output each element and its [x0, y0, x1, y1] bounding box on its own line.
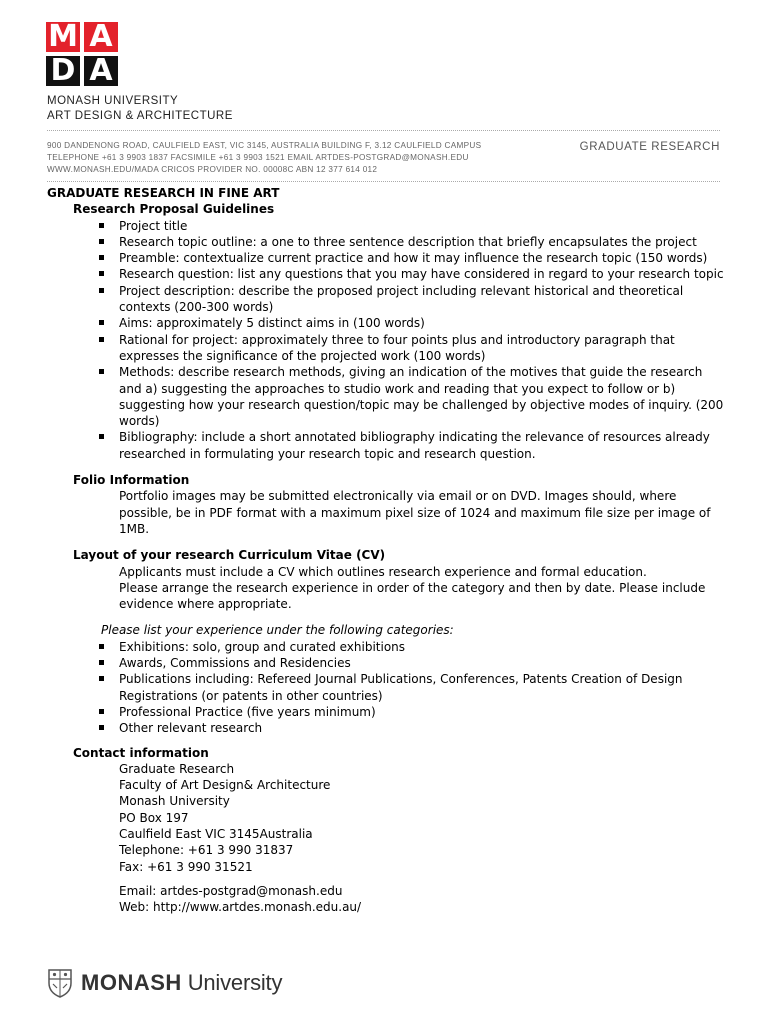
list-item: Exhibitions: solo, group and curated exhibitions — [119, 639, 727, 655]
list-item: Aims: approximately 5 distinct aims in (100 words) — [119, 315, 727, 331]
web-line: WWW.MONASH.EDU/MADA CRICOS PROVIDER NO. 00008C ABN 12 377 614 012 — [47, 165, 378, 174]
contact-line: TELEPHONE +61 3 9903 1837 FACSIMILE +61 3 9903 1521 EMAIL ARTDES-POSTGRAD@MONASH.EDU — [47, 153, 469, 162]
list-item: Bibliography: include a short annotated bibliography indicating the relevance of resources already researched in formulating your research topic and research question. — [119, 429, 727, 462]
cv-paragraph: Applicants must include a CV which outlines research experience and formal education. — [119, 564, 647, 579]
list-item: Project title — [119, 218, 727, 234]
list-item: Preamble: contextualize current practice and how it may influence the research topic (150 words) — [119, 250, 727, 266]
contact-line: Graduate Research — [119, 761, 235, 776]
contact-line: Telephone: +61 3 990 31837 — [119, 843, 294, 858]
list-item: Methods: describe research methods, giving an indication of the motives that guide the research and a) suggesting the approaches to studio work and reading that you expect to follow or b) suggesting how your research question/topic may be challenged by objective modes of inquiry. (200 words) — [119, 364, 727, 429]
cv-heading: Layout of your research Curriculum Vitae (CV) — [73, 548, 386, 563]
list-item: Other relevant research — [119, 720, 727, 736]
faculty-name: ART DESIGN & ARCHITECTURE — [47, 110, 233, 122]
folio-text: Portfolio images may be submitted electronically via email or on DVD. Images should, where possible, be in PDF format with a maximum pixel size of 1024 and maximum file size per image of 1MB. — [119, 489, 711, 536]
list-item: Publications including: Refereed Journal Publications, Conferences, Patents Creation of Design Registrations (or patents in other countries) — [119, 671, 727, 704]
logo-letter: A — [84, 22, 118, 52]
monash-crest-icon — [47, 968, 73, 998]
contact-line: Faculty of Art Design& Architecture — [119, 778, 331, 793]
proposal-heading: Research Proposal Guidelines — [73, 202, 275, 217]
logo-letter: A — [84, 56, 118, 86]
university-name: MONASH UNIVERSITY — [47, 95, 179, 107]
categories-intro: Please list your experience under the following categories: — [101, 623, 454, 638]
list-item: Awards, Commissions and Residencies — [119, 655, 727, 671]
list-item: Rational for project: approximately three to four points plus and introductory paragraph that expresses the significance of the projected work (100 words) — [119, 332, 727, 365]
contact-line: Fax: +61 3 990 31521 — [119, 859, 253, 874]
header-divider — [47, 130, 720, 131]
cv-paragraph: Please arrange the research experience in order of the category and then by date. Please include evidence where appropriate. — [119, 580, 706, 612]
contact-heading: Contact information — [73, 745, 209, 760]
proposal-list — [47, 218, 727, 462]
address-line: 900 DANDENONG ROAD, CAULFIELD EAST, VIC 3145, AUSTRALIA BUILDING F, 3.12 CAULFIELD CAMPUS — [47, 141, 482, 150]
contact-line: Caulfield East VIC 3145Australia — [119, 826, 313, 841]
logo-letter: D — [46, 56, 80, 86]
monash-university-wordmark: MONASH University — [81, 970, 283, 995]
document-body — [47, 185, 727, 915]
folio-heading: Folio Information — [73, 473, 190, 488]
contact-line: Monash University — [119, 794, 230, 809]
mada-logo — [46, 19, 118, 88]
list-item: Research topic outline: a one to three sentence description that briefly encapsulates the project — [119, 234, 727, 250]
monash-footer-logo — [47, 968, 282, 998]
document-title: GRADUATE RESEARCH IN FINE ART — [47, 186, 280, 200]
list-item: Project description: describe the proposed project including relevant historical and theoretical contexts (200-300 words) — [119, 283, 727, 316]
logo-letter: M — [46, 22, 80, 52]
header-divider-bottom — [47, 181, 720, 182]
graduate-research-label: GRADUATE RESEARCH — [579, 141, 720, 153]
contact-email: Email: artdes-postgrad@monash.edu — [119, 883, 343, 898]
contact-web-link[interactable]: Web: http://www.artdes.monash.edu.au/ — [119, 900, 362, 915]
contact-line: PO Box 197 — [119, 810, 189, 825]
list-item: Professional Practice (five years minimum) — [119, 704, 727, 720]
categories-list — [47, 639, 727, 737]
list-item: Research question: list any questions that you may have considered in regard to your research topic — [119, 266, 727, 282]
